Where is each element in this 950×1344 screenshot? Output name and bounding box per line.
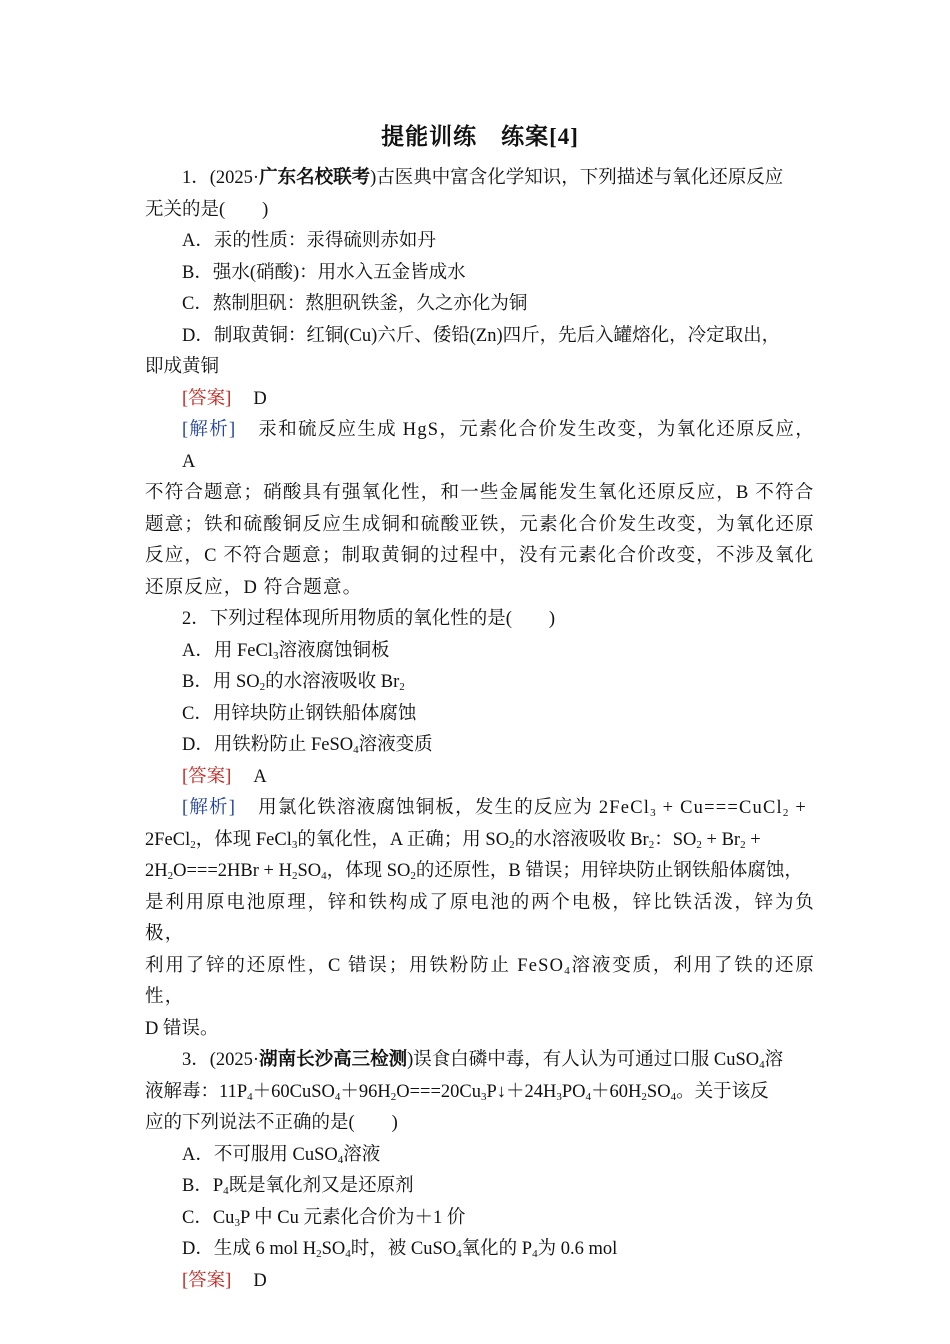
answer-tag: [答案] [182,388,232,409]
text-segment: 用氯化铁溶液腐蚀铜板，发生的反应为 2FeCl [258,798,651,818]
text-segment: C．Cu [182,1207,235,1228]
subscript: 4 [670,1090,677,1103]
text-segment: SO [646,1081,671,1102]
subscript: 2 [190,838,196,851]
question-3-source: 湖南长沙高三检测 [259,1050,408,1070]
text-segment: 为 0.6 mol [537,1239,618,1259]
text-segment: O===2HBr + H [173,861,292,881]
question-2 [145,604,815,1045]
subscript: 4 [564,964,571,977]
subscript: 2 [410,870,416,882]
question-3-option-a [145,1140,815,1172]
subscript: 2 [509,838,515,851]
text-segment: )误食白磷中毒，有人认为可通过口服 CuSO [407,1050,760,1070]
subscript: 2 [316,1248,322,1260]
question-1-option-c: C．熬制胆矾：熬胆矾铁釜，久之亦化为铜 [182,294,528,314]
question-1-option-a: A．汞的性质：汞得硫则赤如丹 [182,231,436,251]
question-1-answer [145,384,815,416]
question-2-analysis-line [145,856,815,888]
text-segment: P 中 Cu 元素化合价为＋1 价 [239,1207,466,1228]
question-1-analysis-line: 题意；铁和硫酸铜反应生成铜和硫酸亚铁，元素化合价发生改变，为氧化还原 [145,514,815,535]
text-segment: + Br [701,829,741,850]
text-segment: ，体现 FeCl [195,829,292,850]
question-2-analysis-line: D 错误。 [145,1018,219,1039]
text-segment: ＋96H [340,1081,391,1102]
text-segment: 溶液 [343,1144,381,1165]
text-segment: 既是氧化剂又是还原剂 [228,1176,414,1196]
text-segment: 溶 [764,1050,784,1070]
text-segment: 液解毒：11P [145,1081,248,1102]
question-3 [145,1045,815,1297]
subscript: 3 [272,649,279,662]
subscript: 3 [291,838,298,851]
text-segment: 溶液变质，利用了铁的还原性， [145,955,815,1007]
text-segment: 3．(2025· [182,1050,260,1070]
subscript: 2 [648,838,655,851]
question-1-analysis-line: 反应，C 不符合题意；制取黄铜的过程中，没有元素化合价改变，不涉及氧化 [145,546,815,566]
text-segment: D．用铁粉防止 FeSO [182,735,354,755]
question-2-analysis [145,793,815,825]
subscript: 4 [337,1153,344,1166]
text-segment: O===20Cu [396,1081,481,1102]
subscript: 4 [321,870,327,882]
text-segment: 的还原性，B 错误；用锌块防止钢铁船体腐蚀， [415,861,803,881]
subscript: 2 [390,1090,397,1103]
question-3-option-d [145,1234,815,1266]
text-segment: B．P [182,1176,224,1196]
text-segment: 利用了锌的还原性，C 错误；用铁粉防止 FeSO [145,955,565,976]
question-3-stem-cont [145,1077,815,1109]
subscript: 2 [259,681,266,693]
text-segment: PO [561,1081,586,1102]
question-1 [145,163,815,604]
question-2-analysis-line [145,951,815,1014]
text-segment: 1．(2025· [182,168,260,188]
text-segment: 时，被 CuSO [350,1239,457,1259]
text-segment: 的水溶液吸收 Br [265,672,400,692]
text-segment: 氧化的 P [461,1239,533,1259]
text-segment: 。关于该反 [676,1081,769,1102]
subscript: 4 [585,1090,592,1103]
answer-value: D [253,1270,267,1291]
question-1-analysis [145,415,815,478]
answer-tag: [答案] [182,766,232,787]
text-segment: 2H [145,861,168,881]
subscript: 2 [291,870,298,882]
text-segment: 的水溶液吸收 Br [514,829,649,850]
text-segment: )古医典中富含化学知识，下列描述与氧化还原反应 [370,168,784,188]
document-page [145,118,815,1297]
question-1-option-d-cont: 即成黄铜 [145,357,220,377]
subscript: 2 [740,838,746,851]
question-2-stem: 2．下列过程体现所用物质的氧化性的是( ) [182,609,556,629]
text-segment: SO [321,1239,346,1259]
text-segment: SO [297,861,322,881]
subscript: 2 [167,870,174,882]
question-1-analysis-line: 还原反应，D 符合题意。 [145,577,363,598]
text-segment: ，体现 SO [326,861,411,881]
subscript: 3 [234,1216,240,1229]
subscript: 4 [223,1185,229,1197]
subscript: 2 [641,1090,647,1103]
question-2-option-d [145,730,815,762]
text-segment: A．用 FeCl [182,640,273,661]
question-1-stem [145,163,815,195]
question-1-source: 广东名校联考 [259,168,371,188]
analysis-tag: [解析] [182,420,237,440]
question-3-option-b [145,1171,815,1203]
question-1-stem-cont: 无关的是( ) [145,199,269,220]
text-segment: 2FeCl [145,829,191,850]
answer-value: D [253,388,267,409]
question-2-analysis-line [145,825,815,857]
subscript: 2 [696,838,702,851]
question-1-option-b: B．强水(硝酸)：用水入五金皆成水 [182,262,466,283]
subscript: 3 [650,807,657,819]
subscript: 4 [345,1248,351,1260]
subscript: 4 [759,1059,765,1071]
subscript: 4 [456,1248,462,1260]
subscript: 4 [247,1090,253,1103]
question-1-analysis-line: 不符合题意；硝酸具有强氧化性，和一些金属能发生氧化还原反应，B 不符合 [145,483,815,503]
text-segment: 溶液变质 [358,735,433,755]
question-3-stem [145,1045,815,1077]
analysis-tag: [解析] [182,798,237,818]
text-segment: + Cu===CuCl [656,798,783,818]
text-segment: P↓＋24H [486,1081,557,1102]
question-3-stem-cont: 应的下列说法不正确的是( ) [145,1113,398,1133]
subscript: 4 [334,1090,341,1103]
subscript: 3 [556,1090,562,1103]
question-2-option-c: C．用锌块防止钢铁船体腐蚀 [182,703,417,724]
text-segment: ＋60CuSO [252,1081,335,1102]
question-2-option-a [145,636,815,668]
subscript: 2 [399,681,405,693]
text-segment: D．生成 6 mol H [182,1239,317,1259]
text-segment: + [789,798,808,818]
text-segment: 汞和硫反应生成 HgS，元素化合价发生改变，为氧化还原反应，A [182,420,816,472]
question-3-option-c [145,1203,815,1235]
subscript: 4 [353,744,359,756]
subscript: 2 [782,807,790,819]
question-3-answer [145,1266,815,1298]
text-segment: 溶液腐蚀铜板 [278,640,390,661]
page-title: 提能训练 练案[4] [381,124,579,149]
question-2-analysis-line: 是利用原电池原理，锌和铁构成了原电池的两个电极，锌比铁活泼，锌为负极， [145,892,815,944]
question-1-option-d: D．制取黄铜：红铜(Cu)六斤、倭铅(Zn)四斤，先后入罐熔化，冷定取出， [182,325,781,346]
text-segment: ＋60H [591,1081,642,1102]
text-segment: + [745,829,761,850]
answer-tag: [答案] [182,1270,232,1291]
subscript: 3 [480,1090,487,1103]
question-2-answer [145,762,815,794]
text-segment: B．用 SO [182,672,260,692]
answer-value: A [253,766,267,787]
question-2-option-b [145,667,815,699]
subscript: 4 [532,1248,538,1260]
text-segment: ：SO [654,829,697,850]
text-segment: 的氧化性，A 正确；用 SO [297,829,510,850]
text-segment: A．不可服用 CuSO [182,1144,338,1165]
